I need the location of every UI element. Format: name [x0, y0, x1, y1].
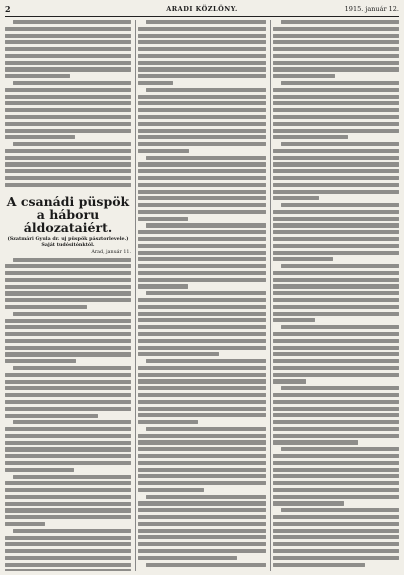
- text-line: [146, 88, 266, 92]
- text-line: [5, 549, 131, 553]
- text-line: [5, 488, 131, 492]
- text-line: [138, 81, 173, 85]
- text-line: [138, 461, 266, 465]
- text-line: [273, 95, 399, 99]
- text-line: [138, 379, 266, 383]
- text-line: [138, 298, 266, 302]
- text-line: [273, 346, 399, 350]
- text-line: [5, 563, 131, 567]
- text-line: [5, 298, 131, 302]
- text-line: [5, 54, 131, 58]
- text-line: [5, 434, 131, 438]
- text-line: [138, 67, 266, 71]
- text-line: [138, 27, 266, 31]
- text-line: [273, 67, 399, 71]
- text-line: [138, 237, 266, 241]
- text-line: [138, 47, 266, 51]
- headline-line-2: a háboru áldozataiért.: [23, 206, 113, 235]
- text-line: [138, 542, 266, 546]
- text-line: [5, 67, 131, 71]
- text-line: [273, 162, 399, 166]
- text-line: [281, 386, 399, 390]
- text-line: [5, 447, 131, 451]
- text-line: [273, 461, 399, 465]
- text-line: [5, 61, 131, 65]
- text-line: [5, 339, 131, 343]
- text-line: [138, 393, 266, 397]
- text-line: [146, 427, 266, 431]
- text-line: [281, 142, 399, 146]
- text-line: [273, 440, 358, 444]
- text-line: [13, 475, 131, 479]
- text-line: [273, 115, 399, 119]
- text-line: [273, 101, 399, 105]
- text-line: [273, 400, 399, 404]
- text-line: [273, 535, 399, 539]
- text-line: [138, 346, 266, 350]
- text-line: [138, 474, 266, 478]
- text-line: [138, 305, 266, 309]
- text-line: [273, 556, 399, 560]
- text-line: [13, 529, 131, 533]
- text-line: [5, 319, 131, 323]
- text-line: [5, 373, 131, 377]
- text-line: [138, 135, 266, 139]
- text-line: [273, 34, 399, 38]
- text-line: [273, 74, 335, 78]
- text-line: [273, 257, 333, 261]
- headline-line-1: A csanádi püspök: [6, 193, 130, 209]
- text-line: [138, 108, 266, 112]
- page-number: 2: [5, 4, 11, 14]
- text-line: [5, 414, 98, 418]
- text-line: [273, 501, 344, 505]
- text-line: [273, 373, 399, 377]
- text-line: [5, 305, 87, 309]
- text-line: [138, 400, 266, 404]
- text-line: [138, 366, 266, 370]
- text-line: [138, 501, 266, 505]
- text-line: [5, 95, 131, 99]
- text-line: [5, 495, 131, 499]
- text-line: [273, 339, 399, 343]
- text-line: [138, 318, 266, 322]
- article-dateline: Arad, január 11.: [91, 249, 131, 255]
- text-line: [138, 352, 219, 356]
- text-line: [138, 312, 266, 316]
- text-line: [146, 223, 266, 227]
- text-line: [138, 488, 204, 492]
- text-line: [5, 427, 131, 431]
- text-line: [138, 373, 266, 377]
- text-line: [273, 190, 399, 194]
- text-line: [5, 502, 131, 506]
- text-line: [138, 413, 266, 417]
- text-line: [281, 264, 399, 268]
- text-line: [138, 325, 266, 329]
- text-line: [138, 549, 266, 553]
- text-line: [13, 20, 131, 24]
- text-line: [273, 210, 399, 214]
- text-line: [138, 529, 266, 533]
- text-line: [5, 40, 131, 44]
- text-line: [273, 176, 399, 180]
- text-line: [273, 379, 306, 383]
- text-line: [273, 251, 399, 255]
- page-header: [5, 4, 399, 17]
- column-2: [138, 20, 266, 571]
- text-line: [138, 257, 266, 261]
- paragraph-block: [273, 20, 399, 569]
- text-line: [5, 135, 75, 139]
- text-line: [138, 230, 266, 234]
- text-line: [273, 522, 399, 526]
- text-line: [273, 135, 348, 139]
- text-line: [5, 115, 131, 119]
- text-line: [138, 101, 266, 105]
- text-line: [5, 393, 131, 397]
- text-line: [5, 108, 131, 112]
- text-line: [138, 115, 266, 119]
- text-line: [5, 271, 131, 275]
- text-line: [138, 54, 266, 58]
- text-line: [138, 203, 266, 207]
- text-line: [5, 454, 131, 458]
- text-line: [273, 529, 399, 533]
- text-line: [273, 237, 399, 241]
- newspaper-page: [5, 4, 399, 571]
- text-line: [13, 81, 131, 85]
- text-line: [273, 359, 399, 363]
- text-line: [5, 407, 131, 411]
- text-line: [273, 183, 399, 187]
- text-line: [5, 162, 131, 166]
- text-line: [138, 332, 266, 336]
- text-line: [5, 122, 131, 126]
- text-line: [138, 196, 266, 200]
- text-line: [273, 278, 399, 282]
- text-line: [273, 27, 399, 31]
- text-line: [5, 176, 131, 180]
- text-line: [281, 203, 399, 207]
- text-line: [273, 284, 399, 288]
- text-line: [5, 285, 131, 289]
- text-line: [138, 74, 266, 78]
- text-line: [273, 88, 399, 92]
- text-line: [273, 366, 399, 370]
- text-line: [273, 217, 399, 221]
- text-line: [13, 142, 131, 146]
- text-line: [138, 515, 266, 519]
- text-line: [281, 447, 399, 451]
- text-line: [138, 386, 266, 390]
- text-line: [273, 129, 399, 133]
- paragraph-block: [5, 20, 131, 190]
- text-line: [273, 271, 399, 275]
- text-line: [138, 217, 188, 221]
- text-line: [146, 495, 266, 499]
- text-line: [138, 61, 266, 65]
- text-line: [273, 413, 399, 417]
- issue-date: 1915. január 12.: [344, 5, 399, 13]
- text-line: [138, 481, 266, 485]
- text-line: [5, 556, 131, 560]
- text-line: [138, 468, 266, 472]
- text-line: [281, 508, 399, 512]
- text-line: [146, 291, 266, 295]
- text-line: [5, 481, 131, 485]
- text-line: [138, 95, 266, 99]
- text-line: [5, 88, 131, 92]
- text-line: [281, 325, 399, 329]
- text-line: [273, 434, 399, 438]
- text-line: [138, 129, 266, 133]
- text-line: [138, 34, 266, 38]
- text-line: [5, 515, 131, 519]
- text-line: [138, 169, 266, 173]
- text-line: [138, 251, 266, 255]
- column-divider: [270, 20, 271, 571]
- text-line: [5, 27, 131, 31]
- text-line: [5, 291, 131, 295]
- text-line: [13, 258, 131, 262]
- text-line: [5, 380, 131, 384]
- newspaper-title: ARADI KÖZLÖNY.: [166, 5, 238, 13]
- text-line: [138, 508, 266, 512]
- text-line: [5, 264, 131, 268]
- column-divider: [135, 20, 136, 571]
- text-line: [138, 420, 198, 424]
- text-line: [273, 474, 399, 478]
- text-line: [13, 312, 131, 316]
- text-line: [273, 291, 399, 295]
- text-line: [273, 407, 399, 411]
- text-line: [5, 400, 131, 404]
- text-line: [138, 339, 266, 343]
- text-line: [13, 420, 131, 424]
- text-line: [273, 196, 319, 200]
- text-line: [273, 468, 399, 472]
- text-line: [138, 244, 266, 248]
- text-line: [281, 81, 399, 85]
- text-line: [273, 54, 399, 58]
- column-3: [273, 20, 399, 571]
- text-line: [273, 318, 315, 322]
- text-line: [273, 332, 399, 336]
- text-line: [138, 278, 266, 282]
- text-columns: [5, 20, 399, 571]
- text-line: [273, 61, 399, 65]
- text-line: [273, 352, 399, 356]
- text-line: [138, 122, 266, 126]
- text-line: [273, 108, 399, 112]
- text-line: [273, 305, 399, 309]
- text-line: [5, 74, 70, 78]
- text-line: [273, 393, 399, 397]
- text-line: [273, 40, 399, 44]
- text-line: [5, 183, 131, 187]
- text-line: [5, 278, 131, 282]
- text-line: [273, 149, 399, 153]
- text-line: [273, 223, 399, 227]
- subtitle-line-1: (Szatmári Gyula dr. uj püspök pásztorlevele.): [7, 235, 129, 242]
- text-line: [138, 535, 266, 539]
- text-line: [138, 447, 266, 451]
- text-line: [281, 20, 399, 24]
- text-line: [138, 407, 266, 411]
- text-line: [273, 156, 399, 160]
- text-line: [138, 40, 266, 44]
- text-line: [5, 536, 131, 540]
- text-line: [5, 47, 131, 51]
- text-line: [146, 20, 266, 24]
- paragraph-block: [5, 258, 131, 571]
- text-line: [273, 230, 399, 234]
- text-line: [5, 386, 131, 390]
- text-line: [5, 325, 131, 329]
- text-line: [138, 440, 266, 444]
- text-line: [138, 264, 266, 268]
- text-line: [146, 156, 266, 160]
- text-line: [273, 169, 399, 173]
- text-line: [273, 47, 399, 51]
- article-subtitle: [5, 236, 131, 248]
- text-line: [13, 366, 131, 370]
- text-line: [5, 346, 131, 350]
- article-headline: [5, 195, 131, 234]
- text-line: [138, 556, 237, 560]
- text-line: [5, 359, 76, 363]
- text-line: [273, 244, 399, 248]
- text-line: [146, 359, 266, 363]
- text-line: [138, 522, 266, 526]
- text-line: [5, 522, 45, 526]
- text-line: [273, 454, 399, 458]
- subtitle-line-2: Saját tudósitónktól.: [41, 241, 95, 248]
- text-line: [273, 488, 399, 492]
- text-line: [5, 169, 131, 173]
- text-line: [273, 563, 365, 567]
- text-line: [5, 461, 131, 465]
- text-line: [138, 434, 266, 438]
- text-line: [138, 162, 266, 166]
- column-1: [5, 20, 131, 571]
- text-line: [273, 481, 399, 485]
- text-line: [273, 420, 399, 424]
- text-line: [5, 101, 131, 105]
- text-line: [5, 34, 131, 38]
- paragraph-block: [138, 20, 266, 569]
- text-line: [273, 515, 399, 519]
- text-line: [273, 312, 399, 316]
- text-line: [5, 156, 131, 160]
- text-line: [138, 149, 189, 153]
- text-line: [273, 549, 399, 553]
- text-line: [5, 468, 74, 472]
- text-line: [138, 190, 266, 194]
- text-line: [273, 122, 399, 126]
- text-line: [138, 183, 266, 187]
- text-line: [138, 142, 266, 146]
- text-line: [146, 563, 266, 567]
- text-line: [5, 129, 131, 133]
- text-line: [138, 176, 266, 180]
- text-line: [138, 454, 266, 458]
- text-line: [138, 210, 266, 214]
- text-line: [5, 508, 131, 512]
- text-line: [273, 495, 399, 499]
- text-line: [5, 441, 131, 445]
- text-line: [5, 352, 131, 356]
- text-line: [5, 569, 131, 571]
- text-line: [273, 298, 399, 302]
- text-line: [5, 149, 131, 153]
- text-line: [138, 284, 188, 288]
- text-line: [5, 332, 131, 336]
- text-line: [138, 271, 266, 275]
- text-line: [5, 542, 131, 546]
- text-line: [273, 427, 399, 431]
- text-line: [273, 542, 399, 546]
